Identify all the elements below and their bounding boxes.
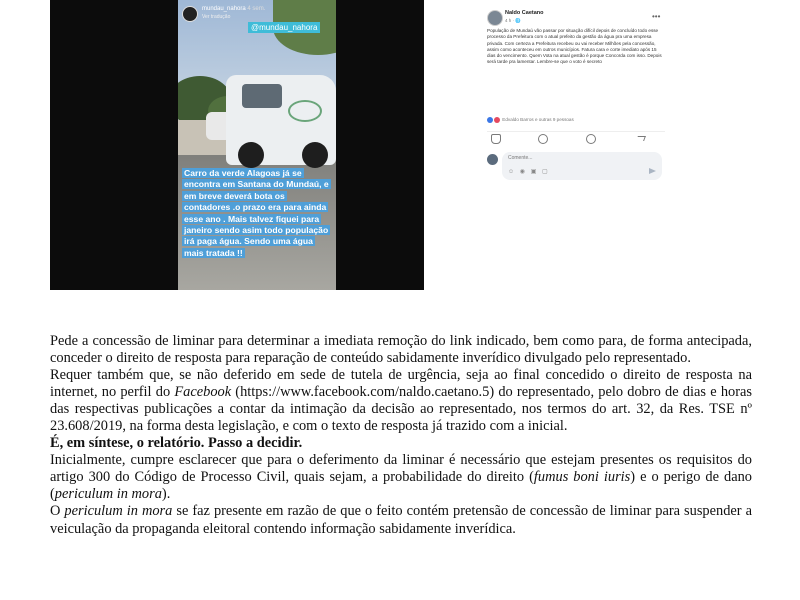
paragraph-request-injunction: Pede a concessão de liminar para determinar a imediata remoção do link indicado, bem como para, de forma antecipada, conceder o direito de resposta para reparação de conteúdo sabidamente inverídico divulgado pelo representado. [50,333,752,367]
story-handle-sticker: @mundau_nahora [248,22,320,33]
paragraph-request-reply: Requer também que, se não deferido em sede de tutela de urgência, seja ao final concedido o direito de resposta na internet, no perfil do Facebook (https://www.facebook.com/naldo.caetano.5) do representado, pelo dobro de dias e horas das respectivas publicações a contar da intimação da decisão ao representado, nos termos do art. 32, da Res. TSE nº 23.608/2019, na forma desta legislação, e com o texto de resposta já trazido com a inicial. [50,367,752,435]
comment-row [487,152,665,182]
comment-icon [538,134,548,144]
comment-input [502,152,662,180]
instagram-story-screenshot [50,0,424,290]
paragraph-requirements: Inicialmente, cumpre esclarecer que para o deferimento da liminar é necessário que estejam presentes os requisitos do artigo 300 do Código de Processo Civil, quais sejam, a probabilidade do direito (fumus boni iuris) e o perigo de dano (periculum in mora). [50,452,752,503]
periculum-in-mora-term: periculum in mora [64,503,173,520]
evidence-screenshots [50,0,662,290]
post-time: 4 h · 🌐 [505,18,521,23]
send-icon [649,168,656,174]
post-reactions [487,117,574,123]
post-author: Naldo Caetano [505,10,544,16]
facebook-post-screenshot [482,0,670,185]
story-caption: Carro da verde Alagoas já se encontra em Santana do Mundaú, e em breve deverá bota os contadores .o prazo era para ainda esse ano . Mais talvez fiquei para janeiro sendo asim todo população irá paga água. Sendo uma água mais tratada !! [184,168,329,258]
avatar [182,6,198,22]
post-actions [487,131,665,144]
like-icon [491,134,501,144]
avatar [487,10,503,26]
story-time: 4 sem. [247,6,266,12]
share-icon [637,134,645,142]
post-body: População de Mundaú vão passar por situação difícil depois de concluído todo esse processo da Prefeitura com o atual prefeito da gestão da água pra uma empresa privada. Com certeza a Prefeitura recebeu ou vai receber Milhões pela concessão, assim como aconteceu em outros municípios. Fatura cara e corte imediato após 15 dias do vencimento. Quem Vota na atual gestão é porque Concorda com isso. Depois será tarde pra lamentar. Lembre-se que o voto é secreto [487,28,662,65]
love-reaction-icon [494,117,500,123]
facebook-term: Facebook [174,384,232,401]
comment-placeholder: Comente... [508,155,533,161]
more-dots-icon: ••• [652,12,661,21]
paragraph-report-heading: É, em síntese, o relatório. Passo a decidir. [50,435,303,452]
avatar [487,154,498,165]
story-username: mundau_nahora 4 sem. [202,6,266,12]
comment-tools-icons: ☺ ◉ ▣ ▢ [508,169,550,175]
like-reaction-icon [487,117,493,123]
paragraph-periculum: O periculum in mora se faz presente em razão de que o feito contém pretensão de concessão de liminar para suspender a veiculação da propaganda eleitoral contendo informação sabidamente inverídica. [50,503,752,537]
fumus-boni-iuris-term: fumus boni iuris [533,469,631,486]
document-body [50,333,752,538]
periculum-in-mora-term: periculum in mora [54,486,162,503]
story-translate-link: Ver tradução [202,14,231,20]
reactions-text: Edvaldo Barros e outras 9 pessoas [502,117,574,123]
messenger-icon [586,134,596,144]
